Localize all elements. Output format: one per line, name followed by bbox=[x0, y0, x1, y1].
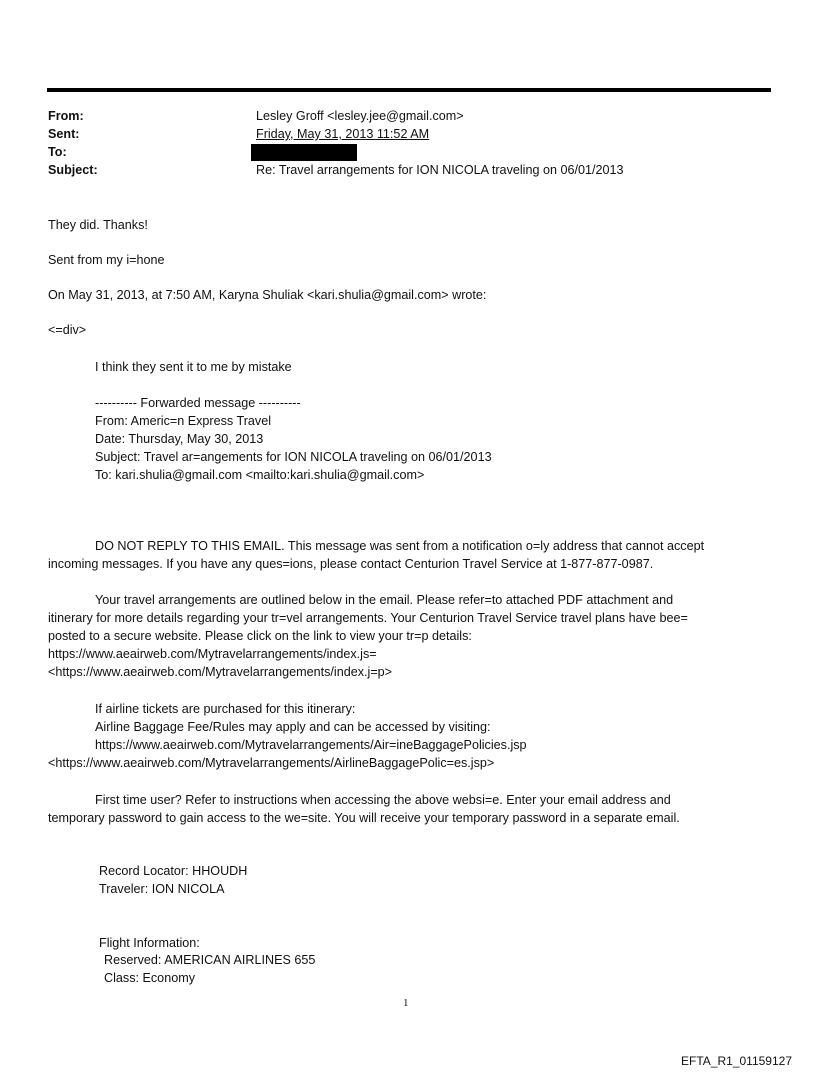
to-label: To: bbox=[48, 145, 67, 159]
quote-intro-line: On May 31, 2013, at 7:50 AM, Karyna Shuliak <kari.shulia@gmail.com> wrote: bbox=[48, 288, 487, 302]
sent-value: Friday, May 31, 2013 11:52 AM bbox=[256, 127, 430, 141]
forwarded-subject: Subject: Travel ar=angements for ION NICOLA traveling on 06/01/2013 bbox=[95, 450, 492, 464]
paragraph-line: Your travel arrangements are outlined below in the email. Please refer=to attached PDF attachment and bbox=[95, 593, 674, 607]
from-value: Lesley Groff <lesley.jee@gmail.com> bbox=[256, 109, 464, 123]
baggage-policy-link-alt[interactable]: <https://www.aeairweb.com/Mytravelarrangements/AirlineBaggagePolic=es.jsp> bbox=[48, 756, 495, 770]
subject-label: Subject: bbox=[48, 163, 98, 177]
page-number: 1 bbox=[403, 997, 409, 1009]
forwarded-date: Date: Thursday, May 30, 2013 bbox=[95, 432, 264, 446]
redaction-block bbox=[251, 144, 357, 161]
forwarded-from: From: Americ=n Express Travel bbox=[95, 414, 272, 428]
paragraph-line: DO NOT REPLY TO THIS EMAIL. This message was sent from a notification o=ly address that cannot accept bbox=[95, 539, 705, 553]
from-label: From: bbox=[48, 109, 84, 123]
signature-line: Sent from my i=hone bbox=[48, 253, 165, 267]
paragraph-line: First time user? Refer to instructions when accessing the above websi=e. Enter your email address and bbox=[95, 793, 671, 807]
paragraph-line: incoming messages. If you have any ques=ions, please contact Centurion Travel Service at 1-877-877-0987. bbox=[48, 557, 654, 571]
div-artifact-line: <=div> bbox=[48, 323, 87, 337]
flight-info-heading: Flight Information: bbox=[99, 936, 200, 950]
forwarded-to: To: kari.shulia@gmail.com <mailto:kari.shulia@gmail.com> bbox=[95, 468, 425, 482]
paragraph-line: If airline tickets are purchased for this itinerary: bbox=[95, 702, 356, 716]
header-divider bbox=[47, 88, 771, 92]
forwarded-separator: ---------- Forwarded message ---------- bbox=[95, 396, 301, 410]
paragraph-line: temporary password to gain access to the we=site. You will receive your temporary password in a separate email. bbox=[48, 811, 680, 825]
paragraph-line: itinerary for more details regarding your tr=vel arrangements. Your Centurion Travel Service travel plans have bee= bbox=[48, 611, 688, 625]
document-id: EFTA_R1_01159127 bbox=[681, 1054, 792, 1068]
traveler: Traveler: ION NICOLA bbox=[99, 882, 225, 896]
mistake-line: I think they sent it to me by mistake bbox=[95, 360, 292, 374]
sent-label: Sent: bbox=[48, 127, 80, 141]
baggage-policy-link[interactable]: https://www.aeairweb.com/Mytravelarrangements/Air=ineBaggagePolicies.jsp bbox=[95, 738, 527, 752]
flight-class: Class: Economy bbox=[104, 971, 195, 985]
itinerary-link[interactable]: https://www.aeairweb.com/Mytravelarrangements/index.js= bbox=[48, 647, 377, 661]
itinerary-link-alt[interactable]: <https://www.aeairweb.com/Mytravelarrangements/index.j=p> bbox=[48, 665, 393, 679]
reply-line: They did. Thanks! bbox=[48, 218, 148, 232]
paragraph-line: posted to a secure website. Please click on the link to view your tr=p details: bbox=[48, 629, 472, 643]
paragraph-line: Airline Baggage Fee/Rules may apply and can be accessed by visiting: bbox=[95, 720, 491, 734]
subject-value: Re: Travel arrangements for ION NICOLA traveling on 06/01/2013 bbox=[256, 163, 624, 177]
record-locator: Record Locator: HHOUDH bbox=[99, 864, 248, 878]
flight-reserved: Reserved: AMERICAN AIRLINES 655 bbox=[104, 953, 316, 967]
